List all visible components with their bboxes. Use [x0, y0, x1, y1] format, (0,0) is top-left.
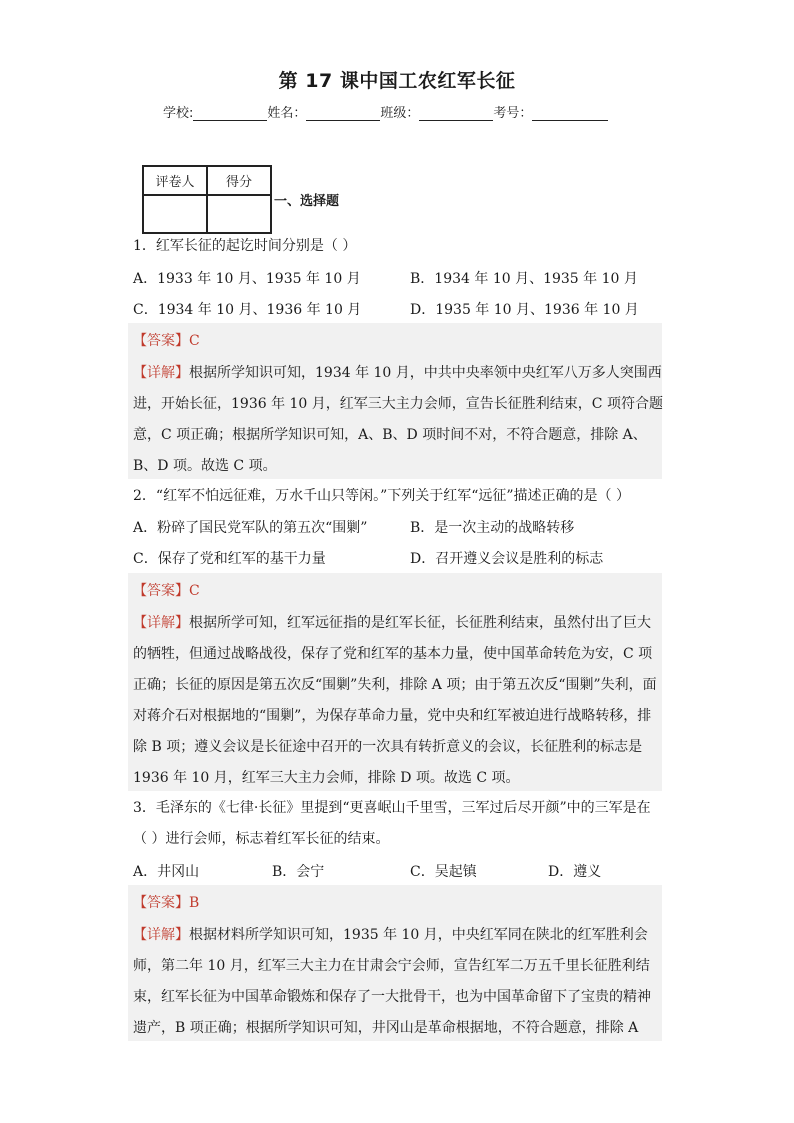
q1-option-b: B．1934 年 10 月、1935 年 10 月	[410, 271, 638, 287]
q1-detail-line: 意，C 项正确；根据所学知识可知，A、B、D 项时间不对，不符合题意，排除 A、	[133, 427, 647, 443]
question-3-stem-cont: （ ）进行会师，标志着红军长征的结束。	[133, 831, 390, 847]
q3-detail-line	[133, 924, 648, 944]
detail-tag: 【详解】	[133, 365, 189, 381]
q2-detail-line: 1936 年 10 月，红军三大主力会师，排除 D 项。故选 C 项。	[133, 770, 520, 786]
q2-option-c: C．保存了党和红军的基干力量	[133, 551, 326, 567]
q1-option-d: D．1935 年 10 月、1936 年 10 月	[410, 302, 639, 318]
q3-option-a: A．井冈山	[133, 864, 200, 880]
q2-option-b: B．是一次主动的战略转移	[410, 520, 575, 536]
name-label: 姓名：	[267, 106, 307, 121]
q3-detail-text: 根据材料所学知识可知，1935 年 10 月，中央红军同在陕北的红军胜利会	[189, 927, 648, 943]
section-heading: 一、选择题	[274, 194, 340, 209]
q2-answer-value: C	[189, 583, 200, 599]
question-3-stem: 3．毛泽东的《七律·长征》里提到“更喜岷山千里雪，三军过后尽开颜”中的三军是在	[133, 800, 651, 816]
exam-no-label: 考号：	[493, 106, 533, 121]
question-2-stem: 2．“红军不怕远征难，万水千山只等闲。”下列关于红军“远征”描述正确的是（ ）	[133, 488, 630, 504]
q1-detail-line: B、D 项。故选 C 项。	[133, 458, 277, 474]
q3-answer-value: B	[189, 895, 200, 911]
school-label: 学校:	[163, 106, 194, 121]
class-label: 班级：	[380, 106, 420, 121]
student-info-line	[163, 102, 608, 121]
question-1-stem: 1．红军长征的起讫时间分别是（ ）	[133, 238, 357, 254]
school-blank[interactable]	[193, 106, 267, 121]
q3-detail-line: 师，第二年 10 月，红军三大主力在甘肃会宁会师，宣告红军二万五千里长征胜利结	[133, 958, 650, 974]
answer-tag: 【答案】	[133, 583, 189, 599]
q3-detail-line: 束，红军长征为中国革命锻炼和保存了一大批骨干，也为中国革命留下了宝贵的精神	[133, 989, 651, 1005]
name-blank[interactable]	[306, 106, 380, 121]
q3-option-b: B．会宁	[272, 864, 325, 880]
q2-detail-line	[133, 612, 651, 632]
q3-answer	[133, 892, 199, 912]
page-title: 第 17 课中国工农红军长征	[278, 70, 516, 92]
q1-detail-line: 进，开始长征，1936 年 10 月，红军三大主力会师，宣告长征胜利结束，C 项符合题	[133, 396, 663, 412]
q2-detail-line: 对蒋介石对根据地的“围剿”，为保存革命力量，党中央和红军被迫进行战略转移，排	[133, 708, 652, 724]
q1-answer-value: C	[189, 333, 200, 349]
q1-answer	[133, 330, 200, 350]
q3-detail-line: 遗产，B 项正确；根据所学知识可知，井冈山是革命根据地，不符合题意，排除 A	[133, 1020, 639, 1036]
q2-option-a: A．粉碎了国民党军队的第五次“围剿”	[133, 520, 368, 536]
q2-detail-text: 根据所学可知，红军远征指的是红军长征，长征胜利结束，虽然付出了巨大	[189, 615, 651, 631]
q2-option-d: D．召开遵义会议是胜利的标志	[410, 551, 604, 567]
q2-detail-line: 的牺牲，但通过战略战役，保存了党和红军的基本力量，使中国革命转危为安，C 项	[133, 646, 653, 662]
score-table	[142, 165, 272, 234]
q2-detail-line: 除 B 项；遵义会议是长征途中召开的一次具有转折意义的会议，长征胜利的标志是	[133, 739, 643, 755]
answer-tag: 【答案】	[133, 895, 189, 911]
q2-answer	[133, 580, 200, 600]
detail-tag: 【详解】	[133, 615, 189, 631]
q3-option-c: C．吴起镇	[410, 864, 477, 880]
grader-cell[interactable]	[143, 195, 207, 233]
q2-detail-line: 正确；长征的原因是第五次反“围剿”失利，排除 A 项；由于第五次反“围剿”失利，面	[133, 677, 657, 693]
detail-tag: 【详解】	[133, 927, 189, 943]
q1-detail-text: 根据所学知识可知，1934 年 10 月，中共中央率领中央红军八万多人突围西	[189, 365, 662, 381]
score-cell[interactable]	[207, 195, 271, 233]
class-blank[interactable]	[419, 106, 493, 121]
q1-detail-line	[133, 362, 662, 382]
score-header: 得分	[207, 166, 271, 195]
grader-header: 评卷人	[143, 166, 207, 195]
exam-no-blank[interactable]	[532, 106, 608, 121]
answer-tag: 【答案】	[133, 333, 189, 349]
q1-option-a: A．1933 年 10 月、1935 年 10 月	[133, 271, 361, 287]
q1-option-c: C．1934 年 10 月、1936 年 10 月	[133, 302, 362, 318]
q3-option-d: D．遵义	[548, 864, 602, 880]
